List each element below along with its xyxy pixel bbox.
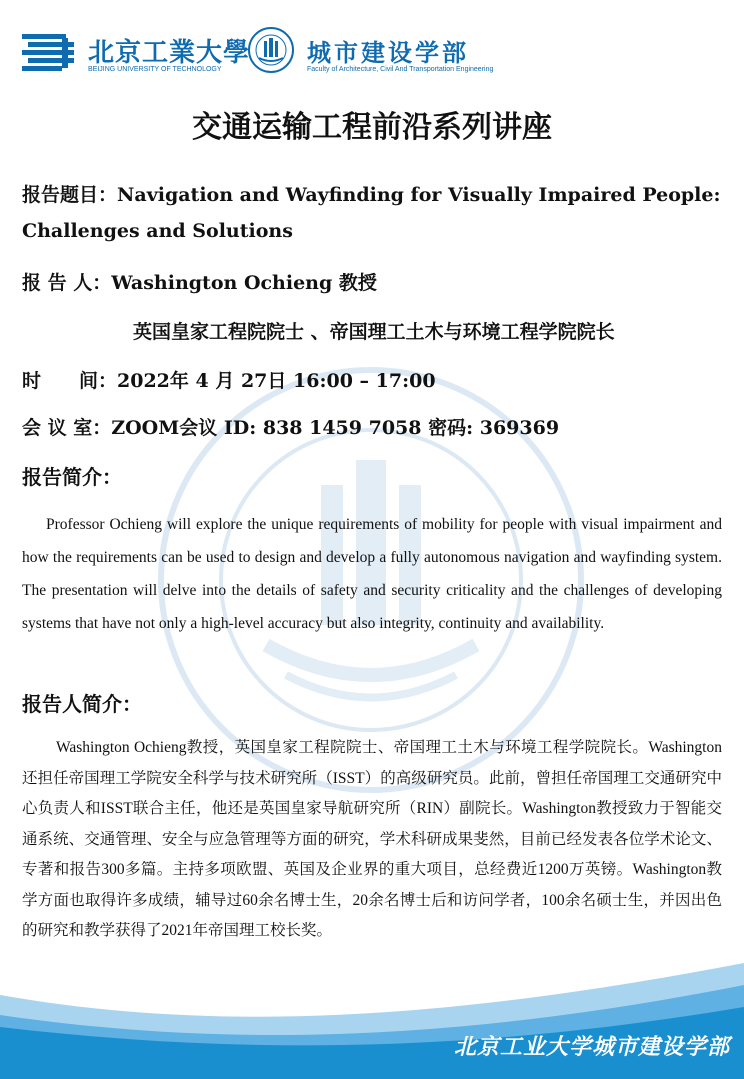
abstract-text: Professor Ochieng will explore the unique requirements of mobility for people with visual impairment and how the requirements can be used to design and develop a fully autonomous navigation and wayfinding system. The presentation will delve into the details of safety and security criticality and the challenges of developing systems that have not only a high-level accuracy but also integrity, continuity and availability. bbox=[22, 516, 722, 632]
faculty-name-cn: 城市建设学部 bbox=[307, 38, 469, 67]
speaker-name: Washington Ochieng 教授 bbox=[111, 272, 377, 294]
speaker-line bbox=[22, 268, 377, 295]
bjut-logo-mark-icon bbox=[22, 32, 80, 72]
bio-heading: 报告人简介： bbox=[22, 692, 142, 716]
room-label: 会 议 室： bbox=[22, 417, 112, 439]
topic-text-2: Challenges and Solutions bbox=[22, 220, 293, 242]
time-line bbox=[22, 366, 436, 393]
room-line bbox=[22, 413, 559, 440]
faculty-seal-icon bbox=[247, 26, 295, 74]
bio-text: Washington Ochieng教授，英国皇家工程院院士、帝国理工土木与环境工程学院院长。Washington还担任帝国理工学院安全科学与技术研究所（ISST）的高级研究员。此前，曾担任帝国理工交通研究中心负责人和ISST联合主任，他还是英国皇家导航研究所（RIN）副院长。Washington教授致力于智能交通系统、交通管理、安全与应急管理等方面的研究，学术科研成果斐然，目前已经发表各位学术论文、专著和报告300多篇。主持多项欧盟、英国及企业界的重大项目，总经费近1200万英镑。Washington教学方面也取得许多成绩，辅导过60余名博士生，20余名博士后和访问学者，100余名硕士生，并因出色的研究和教学获得了2021年帝国理工校长奖。 bbox=[22, 739, 722, 939]
topic-text-1: Navigation and Wayfinding for Visually Impaired People: bbox=[117, 184, 721, 206]
abstract-heading: 报告简介： bbox=[22, 465, 122, 489]
page-title: 交通运输工程前沿系列讲座 bbox=[192, 110, 552, 145]
header bbox=[0, 0, 744, 90]
faculty-logo bbox=[247, 24, 507, 80]
topic-line-2 bbox=[22, 220, 293, 242]
bjut-logo bbox=[22, 24, 251, 80]
university-name-en: BEIJING UNIVERSITY OF TECHNOLOGY bbox=[88, 66, 222, 73]
university-name-cn: 北京工業大學 bbox=[88, 38, 251, 68]
topic-label: 报告题目： bbox=[22, 184, 118, 206]
room-value: ZOOM会议 ID: 838 1459 7058 密码: 369369 bbox=[111, 417, 560, 439]
time-value: 2022年 4 月 27日 16:00 – 17:00 bbox=[117, 370, 436, 392]
topic-line-1 bbox=[22, 180, 721, 207]
speaker-label: 报 告 人： bbox=[22, 272, 112, 294]
speaker-titles: 英国皇家工程院院士 、帝国理工土木与环境工程学院院长 bbox=[133, 321, 615, 343]
faculty-name-en: Faculty of Architecture, Civil And Transportation Engineering bbox=[307, 66, 494, 73]
time-label: 时 间： bbox=[22, 370, 118, 392]
footer-text: 北京工业大学城市建设学部 bbox=[453, 1034, 730, 1060]
